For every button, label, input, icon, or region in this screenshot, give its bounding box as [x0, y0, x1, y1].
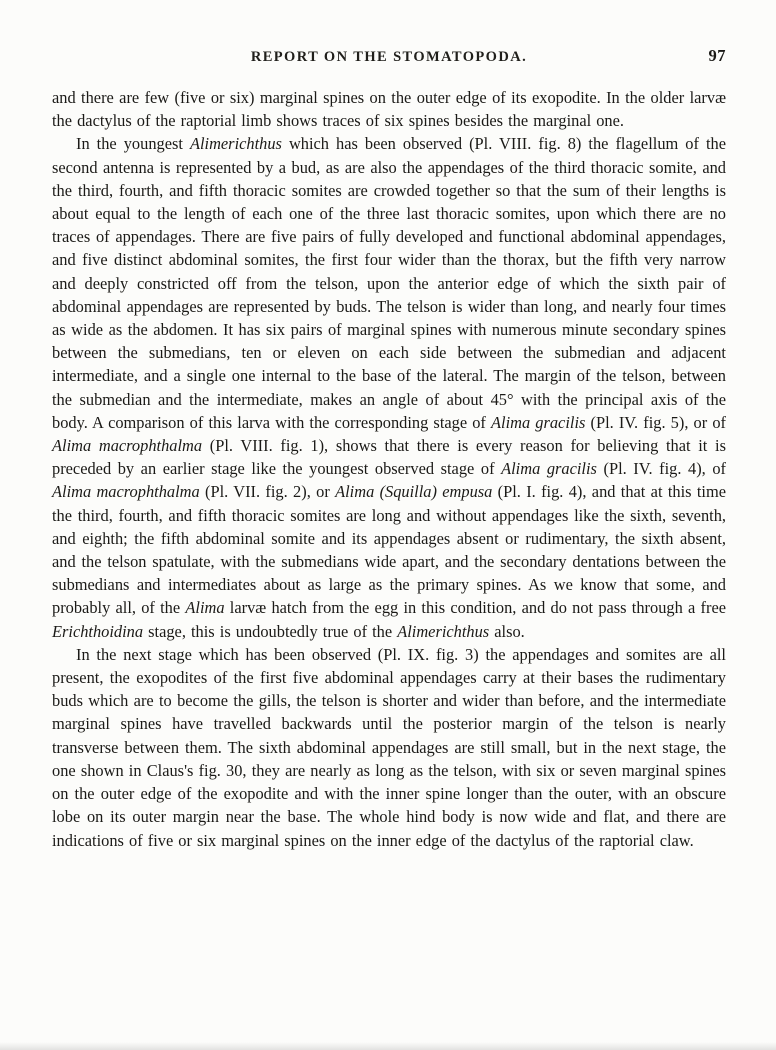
paragraph-youngest-alimerichthus: In the youngest Alimerichthus which has been observed (Pl. VIII. fig. 8) the flagellum of the second antenna is represented by a bud, as are also the appendages of the third thoracic somite, and the third, fourth, and fifth thoracic somites are crowded together so that the sum of their lengths is about equal to the length of each one of the three last thoracic somites, upon which there are no traces of appendages. There are five pairs of fully developed and functional abdominal appendages, and five distinct abdominal somites, the first four wider than the thorax, but the fifth very narrow and deeply constricted off from the telson, upon the anterior edge of which the sixth pair of abdominal appendages are represented by buds. The telson is wider than long, and nearly four times as wide as the abdomen. It has six pairs of marginal spines with numerous minute secondary spines between the submedians, ten or eleven on each side between the submedian and adjacent intermediate, and a single one internal to the base of the lateral. The margin of the telson, between the submedian and the intermediate, makes an angle of about 45° with the principal axis of the body. A comparison of this larva with the corresponding stage of Alima gracilis (Pl. IV. fig. 5), or of Alima macrophthalma (Pl. VIII. fig. 1), shows that there is every reason for believing that it is preceded by an earlier stage like the youngest observed stage of Alima gracilis (Pl. IV. fig. 4), of Alima macrophthalma (Pl. VII. fig. 2), or Alima (Squilla) empusa (Pl. I. fig. 4), and that at this time the third, fourth, and fifth thoracic somites are long and without appendages like the sixth, seventh, and eighth; the fifth abdominal somite and its appendages absent or rudimentary, the sixth absent, and the telson spatulate, with the submedians wide apart, and the secondary dentations between the submedians and intermediates about as large as the primary spines. As we know that some, and probably all, of the Alima larvæ hatch from the egg in this condition, and do not pass through a free Erichthoidina stage, this is undoubtedly true of the Alimerichthus also. — [52, 134, 726, 641]
page-number: 97 — [708, 46, 726, 65]
page-body — [52, 86, 726, 852]
paragraph-next-stage: In the next stage which has been observed (Pl. IX. fig. 3) the appendages and somites are all present, the exopodites of the first five abdominal appendages carry at their bases the rudimentary buds which are to become the gills, the telson is shorter and wider than before, and the intermediate marginal spines have travelled backwards until the posterior margin of the telson is nearly transverse between them. The sixth abdominal appendages are still small, but in the next stage, the one shown in Claus's fig. 30, they are nearly as long as the telson, with six or seven marginal spines on the outer edge of the exopodite and with the inner spine longer than the outer, with an obscure lobe on its outer margin near the base. The whole hind body is now wide and flat, and there are indications of five or six marginal spines on the inner edge of the dactylus of the raptorial claw. — [52, 644, 726, 850]
scan-bottom-shadow — [0, 1042, 776, 1050]
running-title: REPORT ON THE STOMATOPODA. — [250, 49, 528, 65]
page-header — [52, 48, 726, 66]
paragraph-continuation: and there are few (five or six) marginal spines on the outer edge of its exopodite. In the older larvæ the dactylus of the raptorial limb shows traces of six spines besides the marginal one. — [52, 88, 726, 131]
